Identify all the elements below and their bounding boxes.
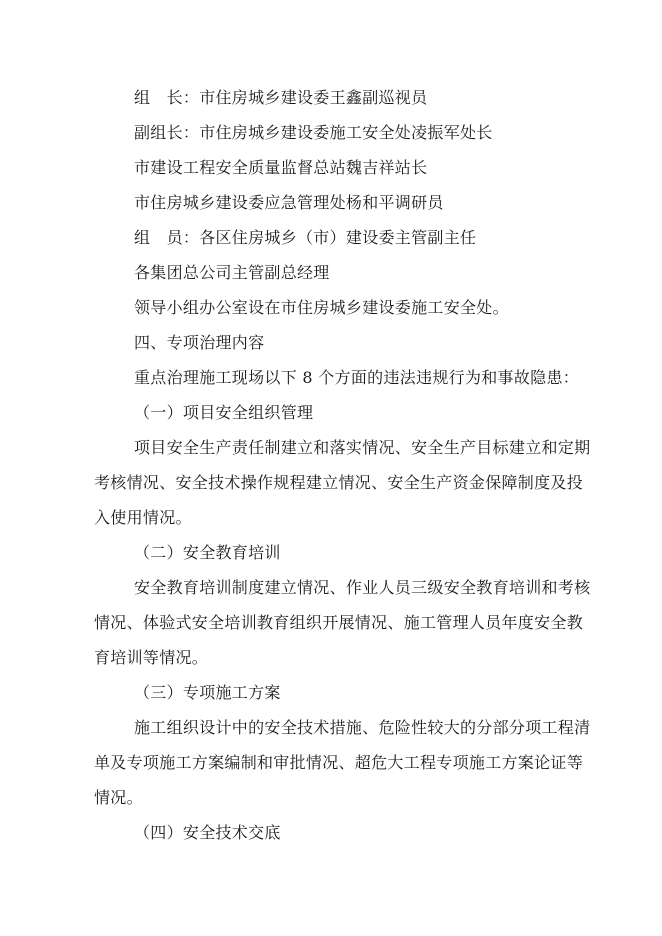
- paragraph-2-line-3: 育培训等情况。: [94, 648, 209, 667]
- section-heading-4: 四、专项治理内容: [134, 333, 265, 352]
- paragraph-3-line-1: 施工组织设计中的安全技术措施、危险性较大的分部分项工程清: [134, 718, 591, 737]
- paragraph-2-line-1: 安全教育培训制度建立情况、作业人员三级安全教育培训和考核: [134, 578, 591, 597]
- subsection-4-heading: （四）安全技术交底: [134, 823, 281, 842]
- subsection-2-heading: （二）安全教育培训: [134, 543, 281, 562]
- section-intro: 重点治理施工现场以下 8 个方面的违法违规行为和事故隐患：: [134, 368, 580, 387]
- members-line-2: 各集团总公司主管副总经理: [134, 263, 330, 282]
- deputy-leader-line: 副组长：市住房城乡建设委施工安全处凌振军处长: [134, 123, 493, 142]
- deputy-leader-line-2: 市建设工程安全质量监督总站魏吉祥站长: [134, 158, 428, 177]
- leader-line: 组 长：市住房城乡建设委王鑫副巡视员: [134, 88, 428, 107]
- paragraph-2-line-2: 情况、体验式安全培训教育组织开展情况、施工管理人员年度安全教: [94, 613, 584, 632]
- paragraph-1-line-3: 入使用情况。: [94, 508, 192, 527]
- subsection-3-heading: （三）专项施工方案: [134, 683, 281, 702]
- paragraph-3-line-3: 情况。: [94, 788, 143, 807]
- paragraph-3-line-2: 单及专项施工方案编制和审批情况、超危大工程专项施工方案论证等: [94, 753, 584, 772]
- paragraph-1-line-1: 项目安全生产责任制建立和落实情况、安全生产目标建立和定期: [134, 438, 591, 457]
- subsection-1-heading: （一）项目安全组织管理: [134, 403, 314, 422]
- office-note: 领导小组办公室设在市住房城乡建设委施工安全处。: [134, 298, 509, 317]
- members-line: 组 员：各区住房城乡（市）建设委主管副主任: [134, 228, 477, 247]
- deputy-leader-line-3: 市住房城乡建设委应急管理处杨和平调研员: [134, 193, 444, 212]
- paragraph-1-line-2: 考核情况、安全技术操作规程建立情况、安全生产资金保障制度及投: [94, 473, 584, 492]
